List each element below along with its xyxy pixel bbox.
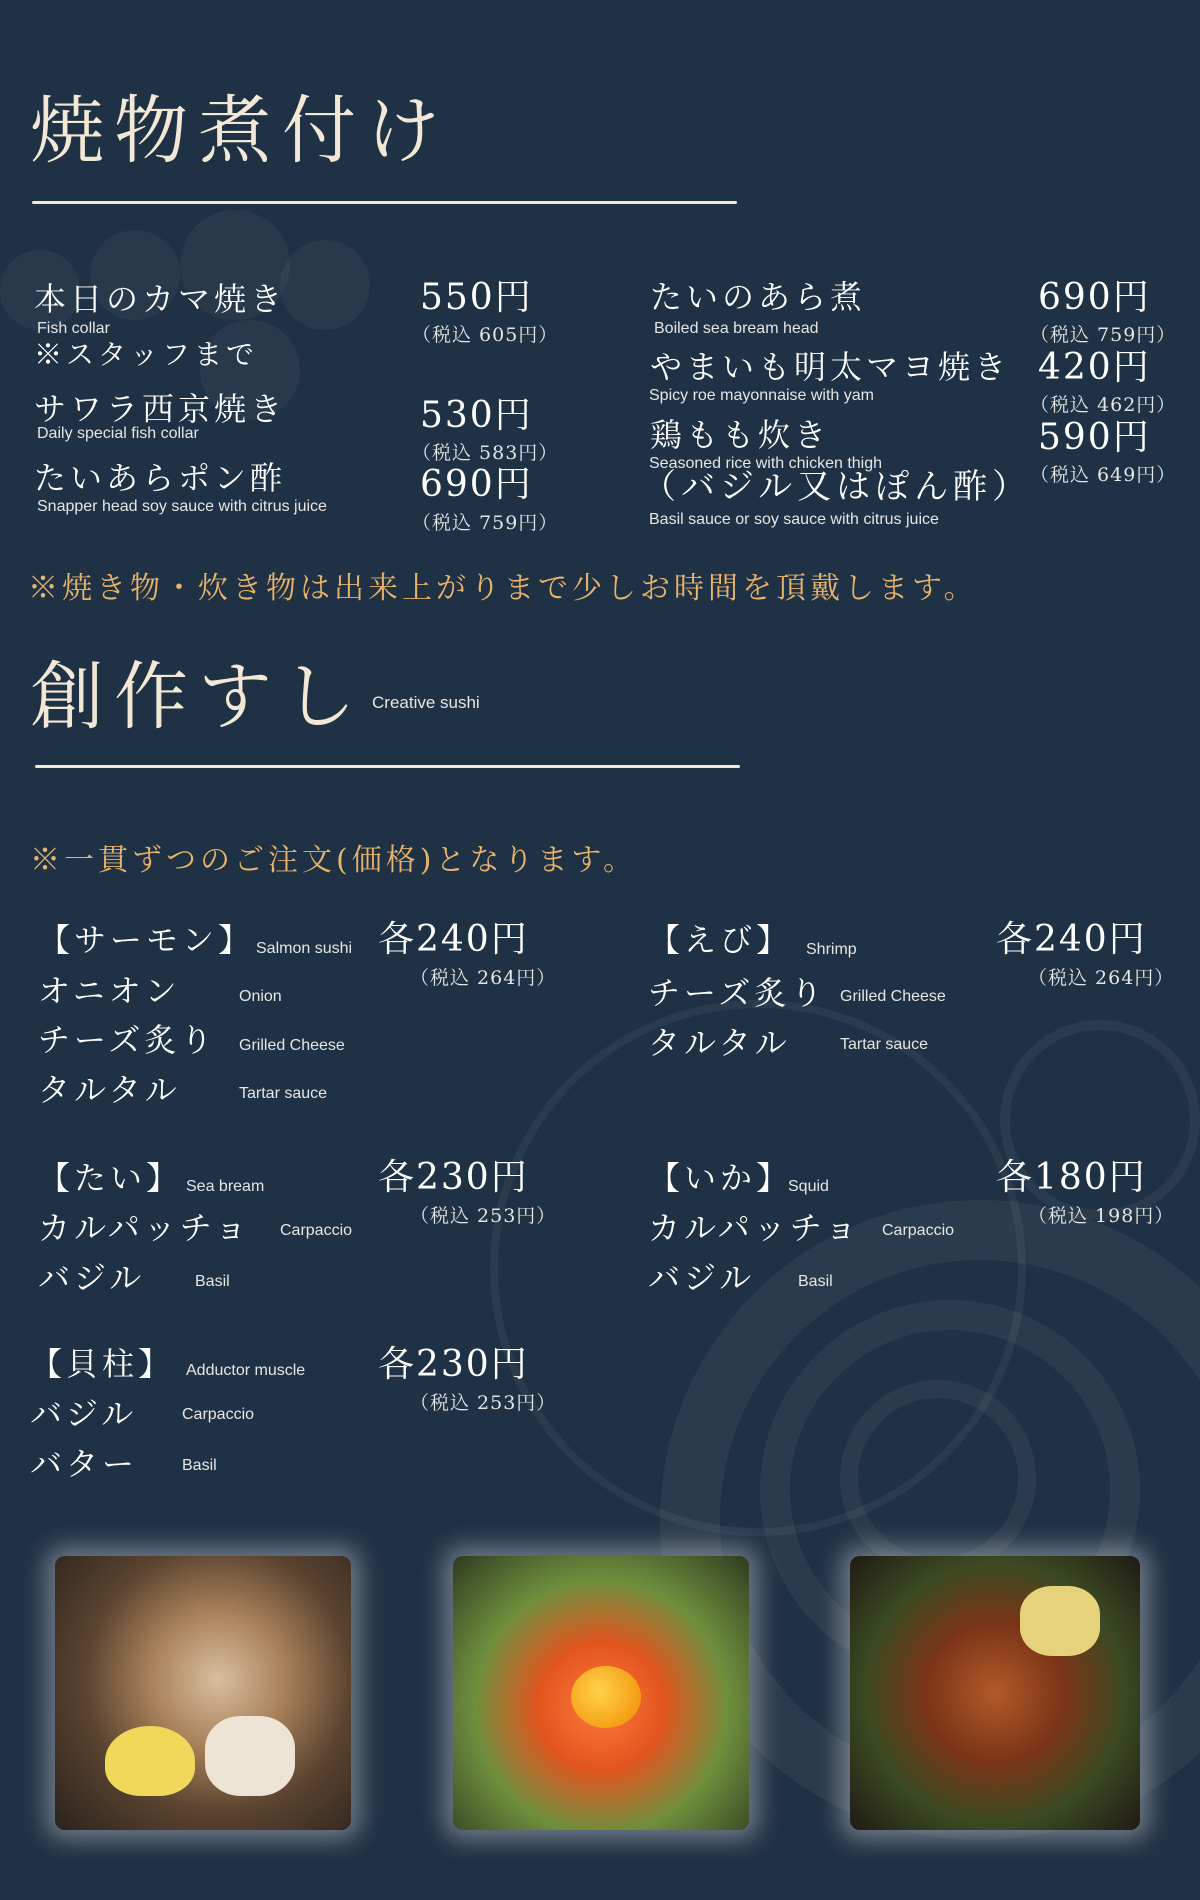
menu-item-name: たいのあら煮 [650, 278, 867, 316]
menu-item-note: ※スタッフまで [34, 338, 259, 371]
sushi-variant-name: バジル [30, 1395, 138, 1433]
grilled-eel-photo [850, 1556, 1140, 1830]
menu-item-name: やまいも明太マヨ焼き [650, 348, 1011, 386]
sushi-variant-english: Carpaccio [182, 1406, 255, 1423]
sushi-group-tax-price: （税込 253円） [410, 1392, 557, 1414]
sushi-group-heading: 【貝柱】 [30, 1345, 175, 1383]
menu-item-tax-price: （税込 583円） [412, 442, 559, 464]
sushi-variant-name: タルタル [648, 1024, 791, 1062]
sushi-variant-english: Carpaccio [882, 1222, 955, 1239]
menu-item-english: Seasoned rice with chicken thigh [649, 455, 883, 472]
sushi-group-heading: 【サーモン】 [38, 921, 255, 959]
sushi-variant-name: チーズ炙り [38, 1021, 217, 1059]
sushi-group-price: 各230円 [378, 1157, 529, 1198]
sushi-group-english: Adductor muscle [186, 1362, 306, 1379]
sushi-group-english: Shrimp [806, 941, 857, 958]
sushi-variant-name: タルタル [38, 1071, 181, 1109]
sushi-group-tax-price: （税込 253円） [410, 1205, 557, 1227]
section-title-sushi: 創作すし [30, 654, 366, 740]
sushi-variant-name: バジル [648, 1259, 756, 1297]
sushi-group-tax-price: （税込 198円） [1028, 1205, 1175, 1227]
menu-item-english: Boiled sea bream head [654, 320, 819, 337]
sushi-variant-english: Grilled Cheese [840, 988, 946, 1005]
menu-item-price: 690円 [420, 464, 533, 505]
menu-item-name-option: （バジル又はぽん酢） [642, 467, 1032, 507]
sushi-group-tax-price: （税込 264円） [1028, 967, 1175, 989]
menu-item-english: Daily special fish collar [37, 425, 199, 442]
sushi-group-english: Salmon sushi [256, 940, 353, 957]
menu-item-name: サワラ西京焼き [34, 390, 287, 428]
menu-item-price: 530円 [420, 395, 533, 436]
grilled-fish-collar-photo [55, 1556, 351, 1830]
sushi-variant-name: カルパッチョ [38, 1209, 251, 1247]
sushi-variant-english: Onion [239, 988, 282, 1005]
sushi-variant-english: Tartar sauce [840, 1036, 929, 1053]
menu-item-name: 鶏もも炊き [650, 416, 831, 454]
section-divider [35, 765, 740, 768]
section-title-grilled: 焼物煮付け [30, 88, 450, 174]
section-title-english: Creative sushi [372, 693, 480, 713]
sushi-group-price: 各230円 [378, 1344, 529, 1385]
menu-item-name: 本日のカマ焼き [34, 280, 287, 318]
sushi-group-price: 各240円 [378, 919, 529, 960]
sushi-group-tax-price: （税込 264円） [410, 967, 557, 989]
menu-item-tax-price: （税込 605円） [412, 324, 559, 346]
menu-item-price: 590円 [1038, 417, 1151, 458]
sushi-variant-english: Basil [195, 1273, 230, 1290]
menu-item-price: 550円 [420, 277, 533, 318]
menu-item-english: Spicy roe mayonnaise with yam [649, 387, 874, 404]
menu-item-tax-price: （税込 759円） [412, 512, 559, 534]
menu-item-english: Basil sauce or soy sauce with citrus juice [649, 511, 939, 528]
cooking-time-note: ※焼き物・炊き物は出来上がりまで少しお時間を頂戴します。 [28, 571, 978, 606]
salmon-yukhoe-photo [453, 1556, 749, 1830]
menu-item-tax-price: （税込 649円） [1030, 464, 1177, 486]
sushi-variant-name: カルパッチョ [648, 1209, 861, 1247]
section-divider [32, 201, 737, 204]
menu-item-price: 690円 [1038, 277, 1151, 318]
sushi-variant-english: Grilled Cheese [239, 1037, 345, 1054]
order-unit-note: ※一貫ずつのご注文(価格)となります。 [30, 843, 638, 878]
sushi-variant-name: オニオン [38, 972, 181, 1010]
sushi-group-heading: 【いか】 [648, 1159, 793, 1197]
menu-item-tax-price: （税込 759円） [1030, 324, 1177, 346]
sushi-group-english: Sea bream [186, 1178, 265, 1195]
sushi-group-price: 各240円 [996, 919, 1147, 960]
sushi-variant-name: バジル [38, 1259, 146, 1297]
sushi-variant-name: チーズ炙り [648, 974, 827, 1012]
sushi-variant-english: Basil [182, 1457, 217, 1474]
sushi-variant-name: バター [30, 1445, 139, 1483]
sushi-group-heading: 【たい】 [38, 1159, 183, 1197]
sushi-group-heading: 【えび】 [648, 921, 793, 959]
sushi-variant-english: Basil [798, 1273, 833, 1290]
menu-item-tax-price: （税込 462円） [1030, 394, 1177, 416]
sushi-group-price: 各180円 [996, 1157, 1147, 1198]
sushi-variant-english: Carpaccio [280, 1222, 353, 1239]
sushi-group-english: Squid [788, 1178, 829, 1195]
sushi-variant-english: Tartar sauce [239, 1085, 328, 1102]
menu-item-english: Snapper head soy sauce with citrus juice [37, 498, 327, 515]
menu-item-price: 420円 [1038, 347, 1151, 388]
menu-item-english: Fish collar [37, 320, 110, 337]
menu-item-name: たいあらポン酢 [34, 459, 287, 497]
